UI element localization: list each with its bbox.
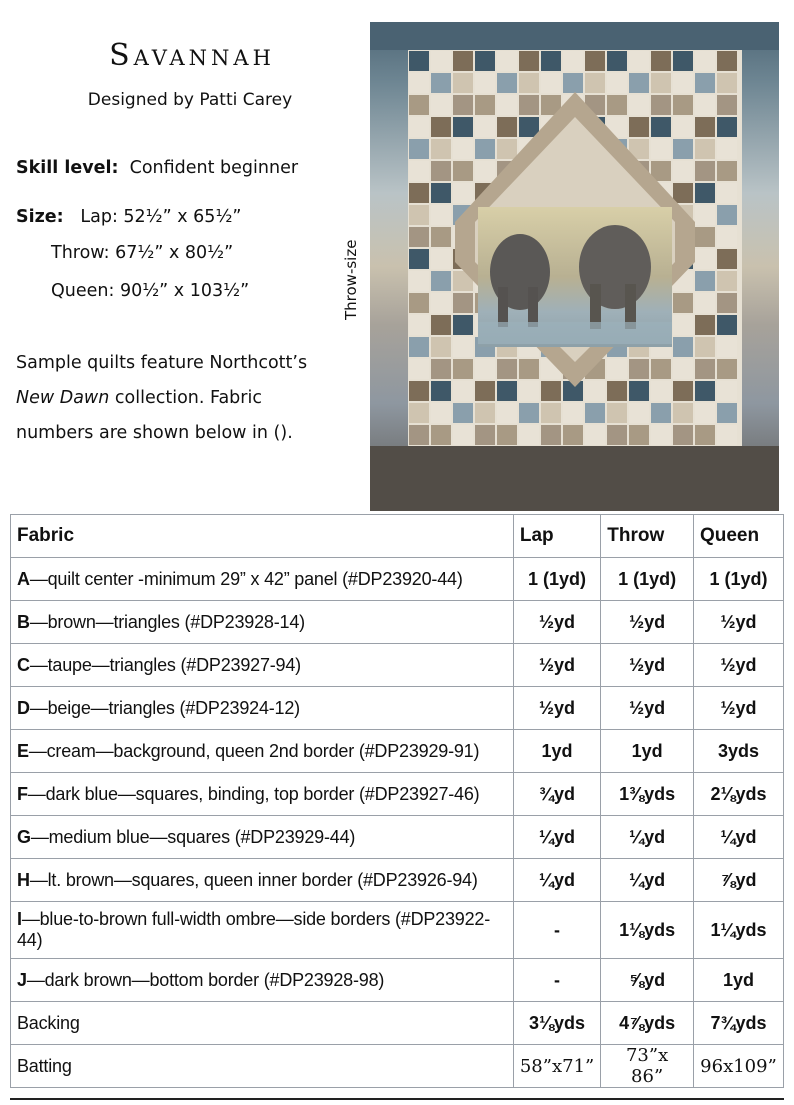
- quilt-square: [695, 73, 715, 93]
- quilt-square: [563, 51, 583, 71]
- fabric-letter: C: [17, 654, 30, 675]
- size-lap: [16, 207, 241, 227]
- fabric-desc-text: —blue-to-brown full-width ombre—side borders (#DP23922-44): [17, 909, 491, 950]
- quilt-square: [497, 425, 517, 445]
- table-row: [11, 601, 784, 644]
- quilt-square: [409, 359, 429, 379]
- quilt-square: [585, 425, 605, 445]
- yardage-queen: 1yd: [693, 959, 783, 1002]
- quilt-square: [695, 293, 715, 313]
- throw-size-label: Throw-size: [342, 239, 360, 320]
- quilt-square: [519, 359, 539, 379]
- yardage-throw: ⅝yd: [601, 959, 694, 1002]
- quilt-square: [717, 117, 737, 137]
- quilt-square: [497, 117, 517, 137]
- quilt-square: [717, 315, 737, 335]
- quilt-square: [541, 403, 561, 423]
- quilt-square: [541, 51, 561, 71]
- quilt-square: [519, 425, 539, 445]
- yardage-throw: 1yd: [601, 730, 694, 773]
- fabric-letter: E: [17, 740, 29, 761]
- quilt-square: [695, 205, 715, 225]
- quilt-square: [453, 403, 473, 423]
- quilt-square: [717, 73, 737, 93]
- quilt-square: [695, 425, 715, 445]
- quilt-square: [431, 315, 451, 335]
- quilt-square: [497, 95, 517, 115]
- quilt-square: [717, 249, 737, 269]
- quilt-square: [409, 381, 429, 401]
- table-row: [11, 902, 784, 959]
- quilt-square: [563, 73, 583, 93]
- quilt-square: [629, 359, 649, 379]
- bottom-rule: [10, 1098, 784, 1100]
- quilt-square: [519, 381, 539, 401]
- fabric-desc-text: —medium blue—squares (#DP23929-44): [30, 826, 356, 847]
- fabric-letter: J: [17, 969, 27, 990]
- quilt-square: [695, 139, 715, 159]
- quilt-square: [453, 425, 473, 445]
- quilt-square: [673, 95, 693, 115]
- yardage-throw: ¼yd: [601, 816, 694, 859]
- fabric-desc-text: —dark brown—bottom border (#DP23928-98): [26, 969, 385, 990]
- table-row: [11, 687, 784, 730]
- quilt-square: [695, 315, 715, 335]
- quilt-square: [673, 381, 693, 401]
- quilt-square: [453, 161, 473, 181]
- yardage-lap: 1 (1yd): [513, 558, 600, 601]
- quilt-square: [431, 425, 451, 445]
- fabric-letter: G: [17, 826, 31, 847]
- fabric-letter: D: [17, 697, 30, 718]
- yardage-throw: 1⅛yds: [601, 902, 694, 959]
- quilt-square: [453, 139, 473, 159]
- quilt-square: [673, 117, 693, 137]
- yardage-queen: ½yd: [693, 687, 783, 730]
- quilt-square: [673, 425, 693, 445]
- quilt-square: [629, 95, 649, 115]
- quilt-square: [409, 183, 429, 203]
- yardage-queen: 1 (1yd): [693, 558, 783, 601]
- fabric-requirements-table: [10, 514, 784, 1088]
- quilt-square: [409, 139, 429, 159]
- quilt-square: [607, 73, 627, 93]
- yardage-lap: 1yd: [513, 730, 600, 773]
- size-lap-value: Lap: 52½” x 65½”: [80, 207, 242, 227]
- quilt-square: [431, 205, 451, 225]
- sample-note: [16, 346, 356, 451]
- fabric-desc-text: —dark blue—squares, binding, top border (#DP23927-46): [27, 783, 480, 804]
- quilt-square: [431, 403, 451, 423]
- yardage-throw: ½yd: [601, 601, 694, 644]
- designer-credit: Designed by Patti Carey: [87, 90, 293, 110]
- quilt-square: [475, 73, 495, 93]
- yardage-throw: 1 (1yd): [601, 558, 694, 601]
- table-header-row: [11, 515, 784, 558]
- quilt-square: [409, 117, 429, 137]
- table-row: [11, 644, 784, 687]
- yardage-queen: ⅞yd: [693, 859, 783, 902]
- sample-line-1: Sample quilts feature Northcott’s: [16, 353, 308, 373]
- quilt-square: [651, 403, 671, 423]
- quilt-square: [497, 73, 517, 93]
- quilt-square: [409, 161, 429, 181]
- quilt-square: [695, 271, 715, 291]
- backing-throw: 4⅞yds: [601, 1002, 694, 1045]
- quilt-square: [695, 381, 715, 401]
- quilt-square: [585, 403, 605, 423]
- quilt-square: [607, 95, 627, 115]
- quilt-square: [695, 117, 715, 137]
- quilt-square: [717, 95, 737, 115]
- quilt-square: [541, 73, 561, 93]
- quilt-square: [453, 95, 473, 115]
- quilt-square: [695, 249, 715, 269]
- yardage-lap: -: [513, 902, 600, 959]
- table-row: [11, 558, 784, 601]
- quilt-square: [629, 403, 649, 423]
- quilt-square: [673, 315, 693, 335]
- quilt-square: [629, 425, 649, 445]
- yardage-lap: -: [513, 959, 600, 1002]
- quilt-square: [497, 381, 517, 401]
- quilt-square: [651, 73, 671, 93]
- fabric-desc-text: —taupe—triangles (#DP23927-94): [29, 654, 301, 675]
- quilt-square: [453, 51, 473, 71]
- quilt-square: [475, 95, 495, 115]
- quilt-square: [673, 403, 693, 423]
- size-queen: Queen: 90½” x 103½”: [51, 281, 250, 301]
- quilt-square: [453, 381, 473, 401]
- quilt-square: [409, 205, 429, 225]
- quilt-square: [717, 227, 737, 247]
- col-header-throw: Throw: [601, 515, 694, 558]
- quilt-square: [475, 139, 495, 159]
- quilt-square: [431, 51, 451, 71]
- quilt-square: [651, 139, 671, 159]
- quilt-square: [585, 51, 605, 71]
- table-row: [11, 730, 784, 773]
- yardage-throw: ¼yd: [601, 859, 694, 902]
- quilt-square: [607, 51, 627, 71]
- fabric-letter: F: [17, 783, 28, 804]
- yardage-throw: ½yd: [601, 687, 694, 730]
- quilt-square: [585, 73, 605, 93]
- quilt-square: [409, 425, 429, 445]
- quilt-square: [651, 117, 671, 137]
- quilt-square: [453, 315, 473, 335]
- quilt-square: [409, 315, 429, 335]
- quilt-square: [607, 425, 627, 445]
- col-header-queen: Queen: [693, 515, 783, 558]
- fabric-description: [11, 773, 514, 816]
- quilt-square: [431, 227, 451, 247]
- quilt-square: [453, 183, 473, 203]
- quilt-square: [409, 73, 429, 93]
- quilt-square: [409, 249, 429, 269]
- quilt-square: [431, 161, 451, 181]
- quilt-square: [695, 359, 715, 379]
- table-row: [11, 773, 784, 816]
- yardage-throw: 1⅜yds: [601, 773, 694, 816]
- quilt-square: [717, 183, 737, 203]
- quilt-square: [717, 139, 737, 159]
- quilt-square: [475, 161, 495, 181]
- quilt-square: [453, 359, 473, 379]
- quilt-square: [431, 293, 451, 313]
- size-throw: Throw: 67½” x 80½”: [51, 243, 234, 263]
- quilt-square: [497, 403, 517, 423]
- sample-line-3: numbers are shown below in ().: [16, 423, 293, 443]
- quilt-square: [431, 359, 451, 379]
- fabric-letter: A: [17, 568, 30, 589]
- quilt-square: [717, 381, 737, 401]
- quilt-square: [475, 51, 495, 71]
- batting-row: [11, 1045, 784, 1088]
- quilt-square: [651, 359, 671, 379]
- quilt-square: [673, 337, 693, 357]
- quilt-square: [453, 117, 473, 137]
- yardage-lap: ¾yd: [513, 773, 600, 816]
- quilt-square: [695, 95, 715, 115]
- quilt-square: [607, 403, 627, 423]
- yardage-queen: 3yds: [693, 730, 783, 773]
- quilt-square: [475, 403, 495, 423]
- table-row: [11, 816, 784, 859]
- quilt-square: [607, 381, 627, 401]
- col-header-fabric: Fabric: [11, 515, 514, 558]
- quilt-square: [673, 51, 693, 71]
- quilt-square: [431, 139, 451, 159]
- quilt-square: [673, 359, 693, 379]
- fabric-description: [11, 730, 514, 773]
- quilt-square: [695, 51, 715, 71]
- quilt-square: [717, 337, 737, 357]
- quilt-square: [717, 161, 737, 181]
- backing-row: [11, 1002, 784, 1045]
- skill-label: Skill level:: [16, 158, 119, 178]
- quilt-square: [695, 337, 715, 357]
- quilt-square: [431, 95, 451, 115]
- quilt-square: [673, 161, 693, 181]
- quilt-square: [563, 403, 583, 423]
- quilt-square: [673, 293, 693, 313]
- yardage-queen: ½yd: [693, 644, 783, 687]
- quilt-square: [541, 381, 561, 401]
- quilt-square: [651, 51, 671, 71]
- quilt-square: [431, 183, 451, 203]
- quilt-square: [629, 117, 649, 137]
- fabric-letter: B: [17, 611, 30, 632]
- quilt-square: [409, 403, 429, 423]
- quilt-square: [453, 337, 473, 357]
- table-row: [11, 959, 784, 1002]
- yardage-lap: ½yd: [513, 601, 600, 644]
- quilt-square: [497, 51, 517, 71]
- quilt-square: [717, 403, 737, 423]
- collection-name: New Dawn: [16, 388, 110, 408]
- quilt-square: [453, 73, 473, 93]
- quilt-square: [717, 359, 737, 379]
- quilt-square: [409, 293, 429, 313]
- quilt-square: [695, 403, 715, 423]
- quilt-square: [695, 227, 715, 247]
- quilt-square: [519, 403, 539, 423]
- quilt-square: [453, 293, 473, 313]
- batting-label: Batting: [11, 1045, 514, 1088]
- sample-line-2: [16, 381, 356, 416]
- fabric-description: [11, 859, 514, 902]
- quilt-square: [409, 51, 429, 71]
- backing-label: Backing: [11, 1002, 514, 1045]
- quilt-square: [607, 359, 627, 379]
- quilt-square: [519, 73, 539, 93]
- yardage-lap: ½yd: [513, 687, 600, 730]
- quilt-square: [431, 73, 451, 93]
- quilt-square: [475, 425, 495, 445]
- col-header-lap: Lap: [513, 515, 600, 558]
- fabric-description: [11, 687, 514, 730]
- quilt-square: [629, 381, 649, 401]
- quilt-square: [629, 73, 649, 93]
- quilt-square: [717, 271, 737, 291]
- quilt-square: [673, 73, 693, 93]
- quilt-square: [563, 425, 583, 445]
- quilt-square: [629, 51, 649, 71]
- quilt-square: [409, 227, 429, 247]
- quilt-image: [370, 22, 779, 511]
- yardage-queen: 2⅛yds: [693, 773, 783, 816]
- batting-throw: 73”x 86”: [601, 1045, 694, 1088]
- quilt-square: [651, 381, 671, 401]
- quilt-square: [431, 117, 451, 137]
- quilt-square: [717, 51, 737, 71]
- quilt-square: [541, 425, 561, 445]
- fabric-letter: I: [17, 909, 22, 929]
- fabric-description: [11, 644, 514, 687]
- quilt-square: [717, 425, 737, 445]
- batting-queen: 96x109”: [693, 1045, 783, 1088]
- quilt-square: [475, 117, 495, 137]
- quilt-square: [431, 271, 451, 291]
- quilt-square: [475, 381, 495, 401]
- yardage-lap: ¼yd: [513, 816, 600, 859]
- quilt-square: [497, 359, 517, 379]
- quilt-square: [519, 51, 539, 71]
- fabric-description: [11, 601, 514, 644]
- fabric-letter: H: [17, 869, 30, 890]
- quilt-square: [519, 95, 539, 115]
- backing-queen: 7¾yds: [693, 1002, 783, 1045]
- quilt-square: [409, 95, 429, 115]
- yardage-queen: 1¼yds: [693, 902, 783, 959]
- fabric-description: [11, 959, 514, 1002]
- quilt-square: [409, 271, 429, 291]
- quilt-square: [673, 139, 693, 159]
- quilt-square: [673, 183, 693, 203]
- fabric-desc-text: —brown—triangles (#DP23928-14): [29, 611, 305, 632]
- batting-lap: 58”x71”: [513, 1045, 600, 1088]
- backing-lap: 3⅛yds: [513, 1002, 600, 1045]
- fabric-description: [11, 558, 514, 601]
- quilt-square: [519, 117, 539, 137]
- skill-value: Confident beginner: [129, 158, 299, 178]
- quilt-square: [695, 161, 715, 181]
- pattern-title: Savannah: [109, 38, 275, 73]
- quilt-square: [431, 381, 451, 401]
- fabric-description: [11, 902, 514, 959]
- quilt-square: [717, 293, 737, 313]
- fabric-desc-text: —quilt center -minimum 29” x 42” panel (#DP23920-44): [29, 568, 463, 589]
- quilt-square: [475, 359, 495, 379]
- fabric-desc-text: —beige—triangles (#DP23924-12): [29, 697, 300, 718]
- quilt-square: [651, 425, 671, 445]
- fabric-desc-text: —lt. brown—squares, queen inner border (#DP23926-94): [29, 869, 478, 890]
- fabric-rows: [11, 558, 784, 1002]
- yardage-queen: ¼yd: [693, 816, 783, 859]
- yardage-throw: ½yd: [601, 644, 694, 687]
- skill-level: [16, 158, 298, 178]
- sample-line-2-rest: collection. Fabric: [109, 388, 262, 408]
- fabric-desc-text: —cream—background, queen 2nd border (#DP23929-91): [28, 740, 480, 761]
- quilt-square: [431, 249, 451, 269]
- table-row: [11, 859, 784, 902]
- yardage-lap: ½yd: [513, 644, 600, 687]
- fabric-description: [11, 816, 514, 859]
- quilt-square: [695, 183, 715, 203]
- quilt-square: [717, 205, 737, 225]
- quilt-square: [651, 95, 671, 115]
- size-label: Size:: [16, 207, 64, 227]
- yardage-lap: ¼yd: [513, 859, 600, 902]
- quilt-square: [409, 337, 429, 357]
- quilt-square: [497, 139, 517, 159]
- quilt-square: [585, 381, 605, 401]
- yardage-queen: ½yd: [693, 601, 783, 644]
- quilt-square: [431, 337, 451, 357]
